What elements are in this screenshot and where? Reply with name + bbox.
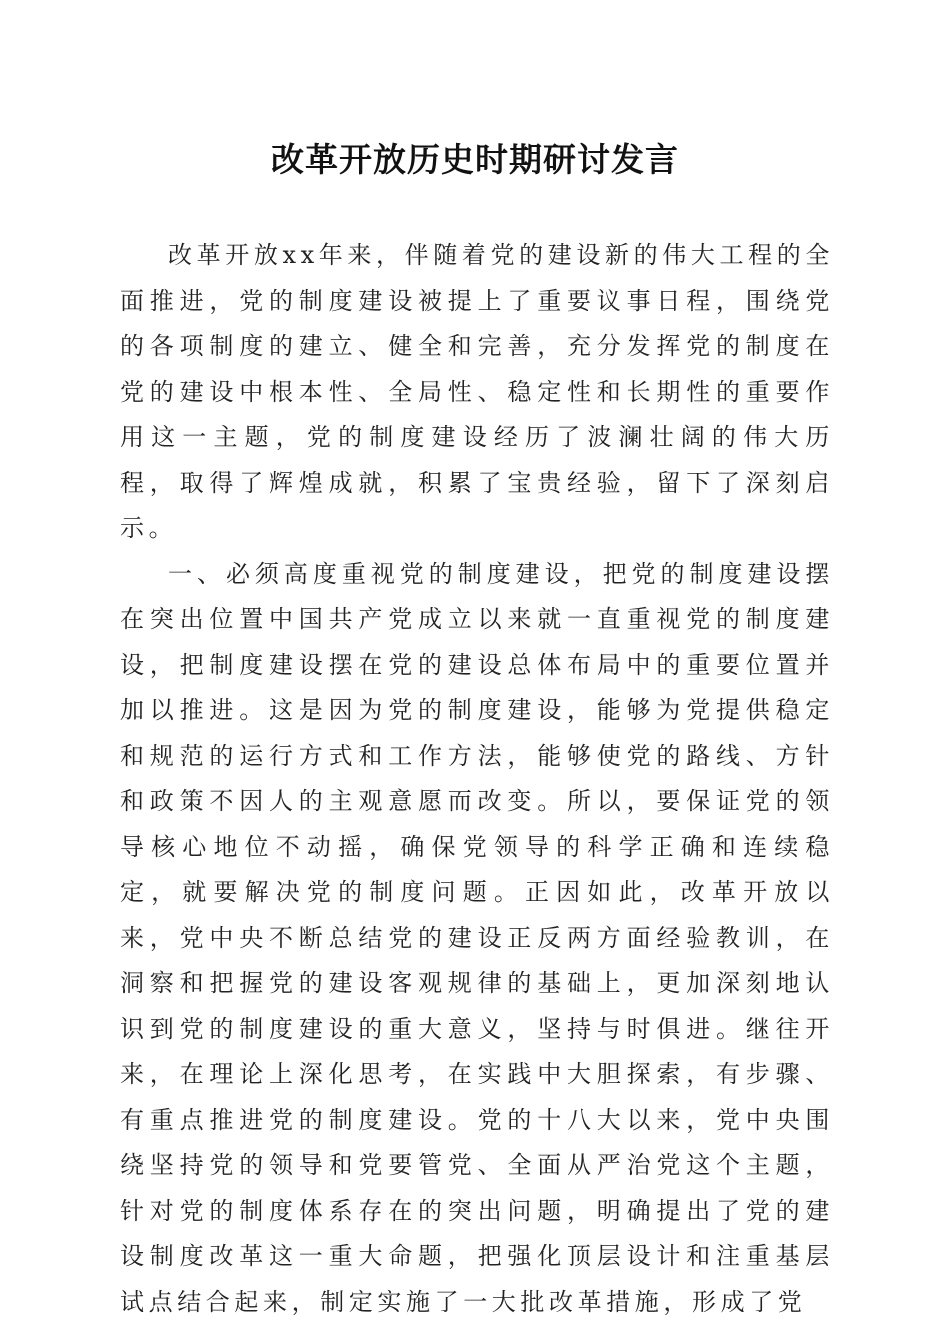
paragraph-section-one: 一、必须高度重视党的制度建设，把党的制度建设摆在突出位置中国共产党成立以来就一直重视党的制度建设，把制度建设摆在党的建设总体布局中的重要位置并加以推进。这是因为党的制度建设，能够为党提供稳定和规范的运行方式和工作方法，能够使党的路线、方针和政策不因人的主观意愿而改变。所以，要保证党的领导核心地位不动摇，确保党领导的科学正确和连续稳定，就要解决党的制度问题。正因如此，改革开放以来，党中央不断总结党的建设正反两方面经验教训，在洞察和把握党的建设客观规律的基础上，更加深刻地认识到党的制度建设的重大意义，坚持与时俱进。继往开来，在理论上深化思考，在实践中大胆探索，有步骤、有重点推进党的制度建设。党的十八大以来，党中央围绕坚持党的领导和党要管党、全面从严治党这个主题，针对党的制度体系存在的突出问题，明确提出了党的建设制度改革这一重大命题，把强化顶层设计和注重基层试点结合起来，制定实施了一大批改革措施，形成了党 <box>120 559 834 1316</box>
document-title: 改革开放历史时期研讨发言 <box>271 140 679 179</box>
document-body <box>120 233 834 1325</box>
paragraph-intro: 改革开放xx年来，伴随着党的建设新的伟大工程的全面推进，党的制度建设被提上了重要议事日程，围绕党的各项制度的建立、健全和完善，充分发挥党的制度在党的建设中根本性、全局性、稳定性和长期性的重要作用这一主题，党的制度建设经历了波澜壮阔的伟大历程，取得了辉煌成就，积累了宝贵经验，留下了深刻启示。 <box>120 241 834 542</box>
